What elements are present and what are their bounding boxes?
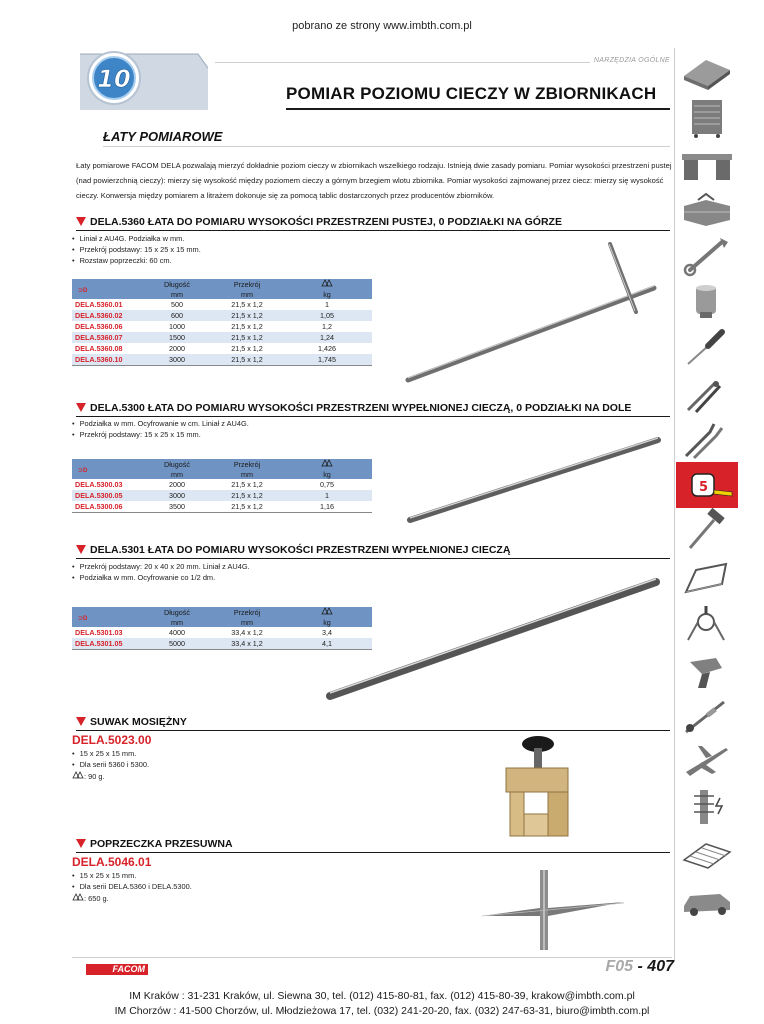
section-cell: 21,5 x 1,2 <box>212 310 282 321</box>
sidebar-tab-automotive[interactable] <box>676 876 738 922</box>
weight-cell: 1,426 <box>318 344 336 353</box>
bullet-item: • Podziałka w mm. Ocyfrowanie co 1/2 dm. <box>72 572 250 583</box>
sidebar-tab-storage[interactable] <box>676 830 738 876</box>
length-header: Długość <box>142 459 212 469</box>
length-cell: 3000 <box>142 354 212 366</box>
length-header: Długość <box>142 607 212 617</box>
accessory-code: DELA.5046.01 <box>72 855 152 869</box>
product-bullets-5300 <box>72 418 249 440</box>
cutter-icon <box>676 416 738 462</box>
address-krakow: IM Kraków : 31-231 Kraków, ul. Siewna 30, tel. (012) 415-80-81, fax. (012) 415-80-39, krakow@imbth.com.pl <box>129 990 635 1002</box>
bullet-item: • Liniał z AU4G. Podziałka w mm. <box>72 233 201 244</box>
page-separator: - <box>633 958 648 975</box>
torque-wrench-icon <box>676 692 738 738</box>
weight-unit: kg <box>282 469 372 479</box>
toolbox-icon <box>676 186 738 232</box>
sidebar-tab-sockets[interactable] <box>676 278 738 324</box>
weight-cell: 1,05 <box>282 310 372 321</box>
weight-cell: 3,4 <box>322 628 332 637</box>
car-icon <box>676 876 738 922</box>
length-cell: 3500 <box>142 501 212 513</box>
weight-cell: 4,1 <box>282 638 372 650</box>
section-header: Przekrój <box>212 459 282 469</box>
bullet-item: • Dla serii 5360 i 5300. <box>72 759 149 770</box>
section-unit: mm <box>212 469 282 479</box>
hacksaw-icon <box>676 554 738 600</box>
sidebar-tab-workbenches[interactable] <box>676 140 738 186</box>
spec-table-5360 <box>72 279 372 366</box>
sidebar-tab-cases[interactable] <box>676 48 738 94</box>
section-badge <box>76 48 208 110</box>
length-cell: 3000 <box>142 490 212 501</box>
storage-rack-icon <box>676 830 738 876</box>
section-cell: 21,5 x 1,2 <box>212 501 282 513</box>
ref-cell: DELA.5360.01 <box>75 300 123 309</box>
length-cell: 1500 <box>142 332 212 343</box>
category-label: NARZĘDZIA OGÓLNE <box>590 57 670 64</box>
hammer-icon <box>676 508 738 554</box>
accessory-code: DELA.5023.00 <box>72 733 152 747</box>
workbench-icon <box>676 140 738 186</box>
sidebar-tab-number: 5 <box>699 480 709 495</box>
weight-icon <box>72 893 84 901</box>
section-header: Przekrój <box>212 279 282 289</box>
ref-header <box>72 459 142 479</box>
weight-icon <box>321 279 333 287</box>
page-number-value: 407 <box>647 958 674 975</box>
product-bullets-5301 <box>72 561 250 583</box>
weight-cell: 1,745 <box>282 354 372 366</box>
accessory-bullets-suwak <box>72 748 149 770</box>
tool-cabinet-icon <box>676 94 738 140</box>
section-cell: 21,5 x 1,2 <box>212 332 282 343</box>
ref-cell: DELA.5360.10 <box>72 354 142 366</box>
product-heading-5300 <box>76 402 670 417</box>
triangle-bullet-icon <box>76 403 86 412</box>
triangle-bullet-icon <box>76 717 86 726</box>
bullet-item: • Dla serii DELA.5360 i DELA.5300. <box>72 881 192 892</box>
sidebar-tab-saws[interactable] <box>676 554 738 600</box>
product-heading-text: DELA.5300 ŁATA DO POMIARU WYSOKOŚCI PRZESTRZENI WYPEŁNIONEJ CIECZĄ, 0 PODZIAŁKI NA DOLE <box>90 402 632 414</box>
weight-value: : 90 g. <box>84 772 105 781</box>
table-row <box>72 354 372 366</box>
intro-paragraph: Łaty pomiarowe FACOM DELA pozwalają mierzyć dokładnie poziom cieczy w zbiornikach wszelkiego rodzaju. Istnieją dwie zasady pomiaru. Pomiar wysokości przestrzeni pustej (nad powierzchnią cieczy): mierzy się wysokość między poziomem cieczy a górnym brzegiem wlotu zbiornika. Pomiar wysokości zajmowanej przez ciecz: mierzy się wysokość cieczy. Konwersja między pomiarem a litrażem dokonuje się za pomocą tablic dostarczonych przez producentów zbiorników. <box>76 161 672 200</box>
sidebar-tab-measuring[interactable] <box>676 462 738 508</box>
measuring-tape-icon <box>676 462 738 508</box>
product-bullets-5360 <box>72 233 201 266</box>
length-unit: mm <box>142 469 212 479</box>
length-cell: 2000 <box>169 344 185 353</box>
ref-cell: DELA.5301.03 <box>75 628 123 637</box>
triangle-bullet-icon <box>76 839 86 848</box>
page-title: POMIAR POZIOMU CIECZY W ZBIORNIKACH <box>286 84 657 103</box>
table-row <box>72 490 372 501</box>
bullet-item: • Przekrój podstawy: 15 x 25 x 15 mm. <box>72 429 249 440</box>
socket-icon <box>676 278 738 324</box>
ref-cell: DELA.5360.06 <box>75 322 123 331</box>
electrical-icon <box>676 784 738 830</box>
weight-cell: 1 <box>282 490 372 501</box>
gauge-rod-5360-image <box>398 236 662 386</box>
ref-header <box>72 279 142 299</box>
section-cell: 21,5 x 1,2 <box>231 300 263 309</box>
aviation-icon <box>676 738 738 784</box>
weight-header <box>282 459 372 469</box>
product-heading-text: DELA.5360 ŁATA DO POMIARU WYSOKOŚCI PRZESTRZENI PUSTEJ, 0 PODZIAŁKI NA GÓRZE <box>90 216 562 228</box>
section-unit: mm <box>212 617 282 627</box>
weight-cell: 1,16 <box>282 501 372 513</box>
accessory-weight <box>72 893 109 903</box>
sidebar-tab-electrical[interactable] <box>676 784 738 830</box>
weight-cell: 1,24 <box>282 332 372 343</box>
case-icon <box>676 48 738 94</box>
accessory-weight <box>72 771 105 781</box>
sidebar-tab-aviation[interactable] <box>676 738 738 784</box>
weight-header <box>282 279 372 289</box>
length-cell: 4000 <box>169 628 185 637</box>
brass-slider-image <box>496 730 580 842</box>
reference-icon: ⊃D <box>78 287 88 294</box>
section-unit: mm <box>212 289 282 299</box>
subsection-rule <box>103 146 670 147</box>
table-row <box>72 310 372 321</box>
sidebar-tab-torque[interactable] <box>676 692 738 738</box>
section-cell: 33,4 x 1,2 <box>212 638 282 650</box>
gauge-rod-5300-image <box>400 432 666 528</box>
bullet-item: • 15 x 25 x 15 mm. <box>72 870 192 881</box>
triangle-bullet-icon <box>76 217 86 226</box>
sidebar-tab-wrenches[interactable] <box>676 232 738 278</box>
section-cell: 21,5 x 1,2 <box>212 490 282 501</box>
ref-header <box>72 607 142 627</box>
weight-value: : 650 g. <box>84 894 109 903</box>
bullet-item: • Rozstaw poprzeczki: 60 cm. <box>72 255 201 266</box>
screwdriver-icon <box>676 324 738 370</box>
ref-cell: DELA.5360.02 <box>72 310 142 321</box>
address-chorzow: IM Chorzów : 41-500 Chorzów, ul. Młodzieżowa 17, tel. (032) 241-20-20, fax. (032) 247-63-31, biuro@imbth.com.pl <box>114 1005 650 1017</box>
triangle-bullet-icon <box>76 545 86 554</box>
spec-table-5300 <box>72 459 372 513</box>
ref-cell: DELA.5300.03 <box>75 480 123 489</box>
sidebar-tab-pullers[interactable] <box>676 600 738 646</box>
ref-cell: DELA.5300.06 <box>72 501 142 513</box>
length-cell: 600 <box>142 310 212 321</box>
wrench-icon <box>676 232 738 278</box>
ref-cell: DELA.5360.08 <box>75 344 123 353</box>
length-cell: 5000 <box>142 638 212 650</box>
length-cell: 2000 <box>169 480 185 489</box>
accessory-heading-text: POPRZECZKA PRZESUWNA <box>90 838 233 850</box>
category-sidebar <box>676 48 738 960</box>
bullet-item: • Przekrój podstawy: 15 x 25 x 15 mm. <box>72 244 201 255</box>
table-row <box>72 321 372 332</box>
sidebar-tab-pliers[interactable] <box>676 370 738 416</box>
table-row <box>72 332 372 343</box>
subsection-title: ŁATY POMIAROWE <box>103 129 223 144</box>
weight-unit: kg <box>282 289 372 299</box>
weight-cell: 1,2 <box>322 322 332 331</box>
air-tool-icon <box>676 646 738 692</box>
puller-icon <box>676 600 738 646</box>
gauge-rod-5301-image <box>320 574 664 704</box>
sidebar-tab-screwdrivers[interactable] <box>676 324 738 370</box>
accessory-heading-text: SUWAK MOSIĘŻNY <box>90 716 187 728</box>
section-cell: 21,5 x 1,2 <box>231 344 263 353</box>
length-unit: mm <box>142 289 212 299</box>
ref-cell: DELA.5301.05 <box>72 638 142 650</box>
section-number: 10 <box>97 65 131 93</box>
sidebar-tab-air-tools[interactable] <box>676 646 738 692</box>
sidebar-tab-cutters[interactable] <box>676 416 738 462</box>
accessory-bullets-poprzeczka <box>72 870 192 892</box>
section-cell: 21,5 x 1,2 <box>231 322 263 331</box>
ref-cell: DELA.5300.05 <box>72 490 142 501</box>
weight-cell: 0,75 <box>320 480 334 489</box>
footer-rule <box>72 957 672 958</box>
table-header-row <box>72 459 372 469</box>
weight-unit: kg <box>282 617 372 627</box>
accessory-heading-poprzeczka <box>76 838 670 853</box>
length-header: Długość <box>142 279 212 289</box>
ref-cell: DELA.5360.07 <box>72 332 142 343</box>
product-heading-5360 <box>76 216 670 231</box>
section-cell: 21,5 x 1,2 <box>231 480 263 489</box>
source-url: pobrano ze strony www.imbth.com.pl <box>292 20 472 32</box>
weight-icon <box>321 459 333 467</box>
bullet-item: • 15 x 25 x 15 mm. <box>72 748 149 759</box>
reference-icon: ⊃D <box>78 615 88 622</box>
sidebar-divider <box>674 48 675 960</box>
length-cell: 1000 <box>169 322 185 331</box>
page-code: F05 <box>605 958 634 975</box>
accessory-heading-suwak <box>76 716 670 731</box>
reference-icon: ⊃D <box>78 467 88 474</box>
bullet-item: • Podziałka w mm. Ocyfrowanie w cm. Liniał z AU4G. <box>72 418 249 429</box>
table-row <box>72 299 372 310</box>
title-rule <box>286 108 670 110</box>
table-row <box>72 343 372 354</box>
sidebar-tab-hammers[interactable] <box>676 508 738 554</box>
section-header: Przekrój <box>212 607 282 617</box>
table-row <box>72 501 372 513</box>
length-cell: 500 <box>171 300 183 309</box>
section-cell: 33,4 x 1,2 <box>231 628 263 637</box>
facom-logo: FACOM <box>86 964 148 975</box>
weight-icon <box>72 771 84 779</box>
table-header-row <box>72 279 372 289</box>
plier-icon <box>676 370 738 416</box>
sidebar-tab-toolboxes[interactable] <box>676 186 738 232</box>
product-heading-text: DELA.5301 ŁATA DO POMIARU WYSOKOŚCI PRZESTRZENI WYPEŁNIONEJ CIECZĄ <box>90 544 511 556</box>
crossbar-image <box>478 866 628 952</box>
weight-cell: 1 <box>325 300 329 309</box>
bullet-item: • Przekrój podstawy: 20 x 40 x 20 mm. Liniał z AU4G. <box>72 561 250 572</box>
length-unit: mm <box>142 617 212 627</box>
section-cell: 21,5 x 1,2 <box>212 354 282 366</box>
product-heading-5301 <box>76 544 670 559</box>
sidebar-tab-cabinets[interactable] <box>676 94 738 140</box>
table-row <box>72 479 372 490</box>
page-number <box>606 958 675 976</box>
